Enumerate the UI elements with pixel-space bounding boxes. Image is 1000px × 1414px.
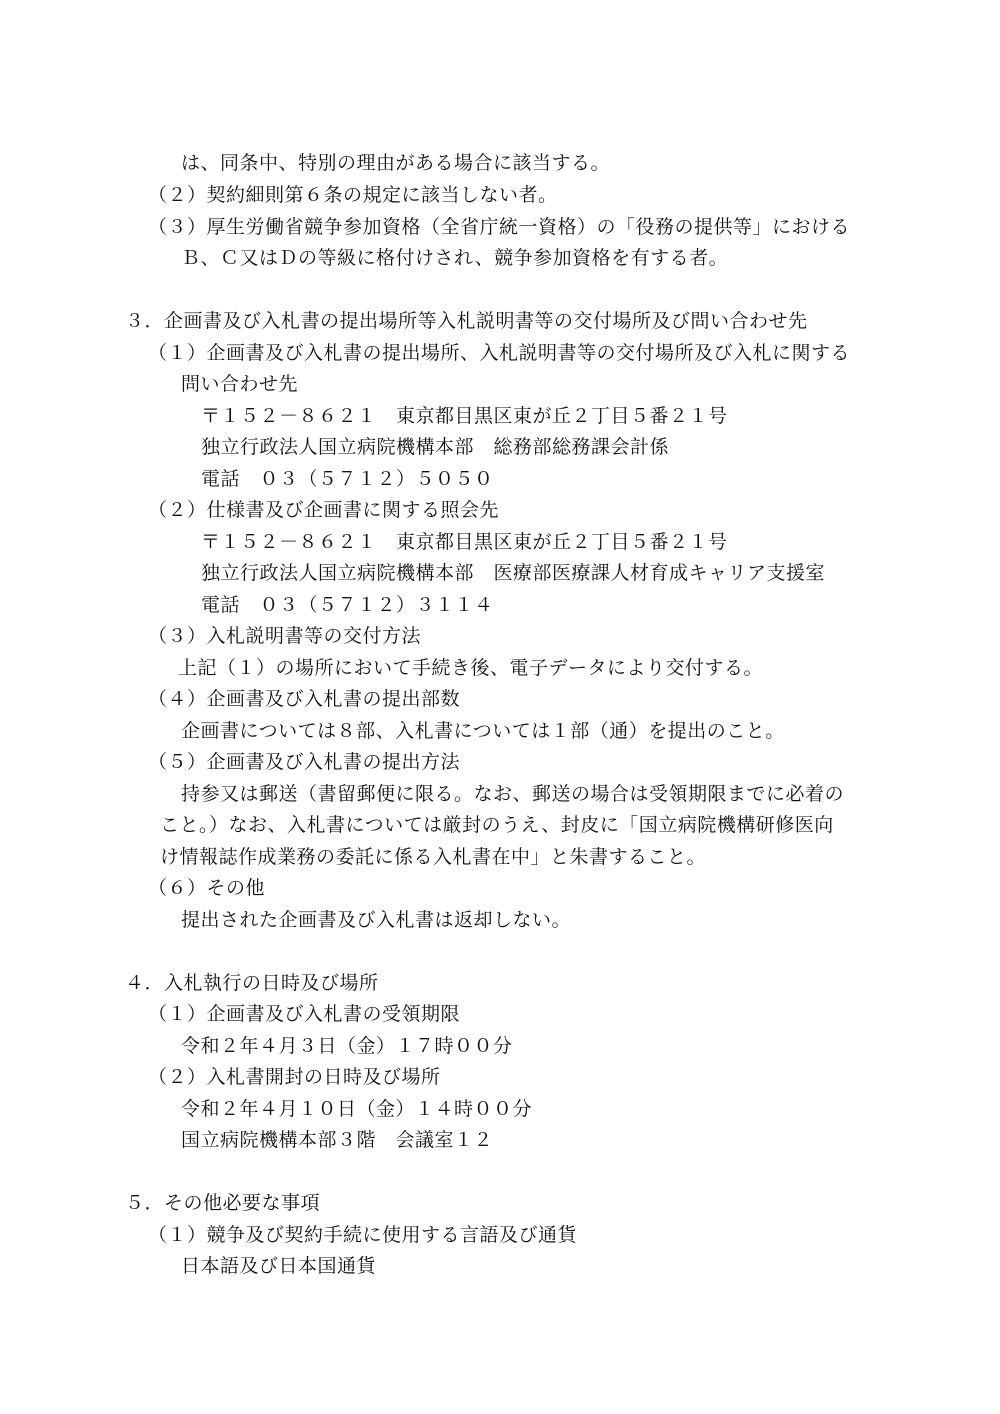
phone-line: 電話 ０３（５７１２）５０５０ xyxy=(201,468,494,490)
text-line: け情報誌作成業務の委託に係る入札書在中」と朱書すること。 xyxy=(160,846,707,868)
location-line: 国立病院機構本部３階 会議室１２ xyxy=(181,1129,494,1151)
text-line: 日本語及び日本国通貨 xyxy=(181,1255,377,1277)
text-line: は、同条中、特別の理由がある場合に該当する。 xyxy=(181,152,611,174)
text-line: （４）企画書及び入札書の提出部数 xyxy=(148,688,461,710)
date-line: 令和２年４月３日（金）１７時００分 xyxy=(181,1035,513,1057)
text-line: （６）その他 xyxy=(148,877,266,899)
text-line: Ｂ、Ｃ又はＤの等級に格付けされ、競争参加資格を有する者。 xyxy=(181,247,729,269)
text-line: 問い合わせ先 xyxy=(181,373,299,395)
text-line: （２）契約細則第６条の規定に該当しない者。 xyxy=(148,184,558,206)
text-line: （１）企画書及び入札書の受領期限 xyxy=(148,1003,461,1025)
organization-line: 独立行政法人国立病院機構本部 医療部医療課人材育成キャリア支援室 xyxy=(201,562,826,584)
organization-line: 独立行政法人国立病院機構本部 総務部総務課会計係 xyxy=(201,436,670,458)
text-line: 上記（１）の場所において手続き後、電子データにより交付する。 xyxy=(178,657,764,679)
text-line: （１）競争及び契約手続に使用する言語及び通貨 xyxy=(148,1224,578,1246)
text-line: 持参又は郵送（書留郵便に限る。なお、郵送の場合は受領期限までに必着の xyxy=(181,783,845,805)
text-line: （２）入札書開封の日時及び場所 xyxy=(148,1066,441,1088)
address-line: 〒１５２－８６２１ 東京都目黒区東が丘２丁目５番２１号 xyxy=(201,531,728,553)
text-line: こと。）なお、入札書については厳封のうえ、封皮に「国立病院機構研修医向 xyxy=(160,814,834,836)
text-line: （３）厚生労働省競争参加資格（全省庁統一資格）の「役務の提供等」における xyxy=(148,216,851,238)
text-line: （３）入札説明書等の交付方法 xyxy=(148,625,422,647)
text-line: （１）企画書及び入札書の提出場所、入札説明書等の交付場所及び入札に関する xyxy=(148,342,851,364)
section-heading: ５．その他必要な事項 xyxy=(125,1192,321,1214)
text-line: 企画書については８部、入札書については１部（通）を提出のこと。 xyxy=(181,720,785,742)
text-line: 提出された企画書及び入札書は返却しない。 xyxy=(181,909,572,931)
text-line: （５）企画書及び入札書の提出方法 xyxy=(148,751,461,773)
date-line: 令和２年４月１０日（金）１４時００分 xyxy=(181,1098,533,1120)
section-heading: ４．入札執行の日時及び場所 xyxy=(125,972,379,994)
phone-line: 電話 ０３（５７１２）３１１４ xyxy=(201,594,494,616)
address-line: 〒１５２－８６２１ 東京都目黒区東が丘２丁目５番２１号 xyxy=(201,405,728,427)
section-heading: ３．企画書及び入札書の提出場所等入札説明書等の交付場所及び問い合わせ先 xyxy=(125,310,808,332)
text-line: （２）仕様書及び企画書に関する照会先 xyxy=(148,499,500,521)
